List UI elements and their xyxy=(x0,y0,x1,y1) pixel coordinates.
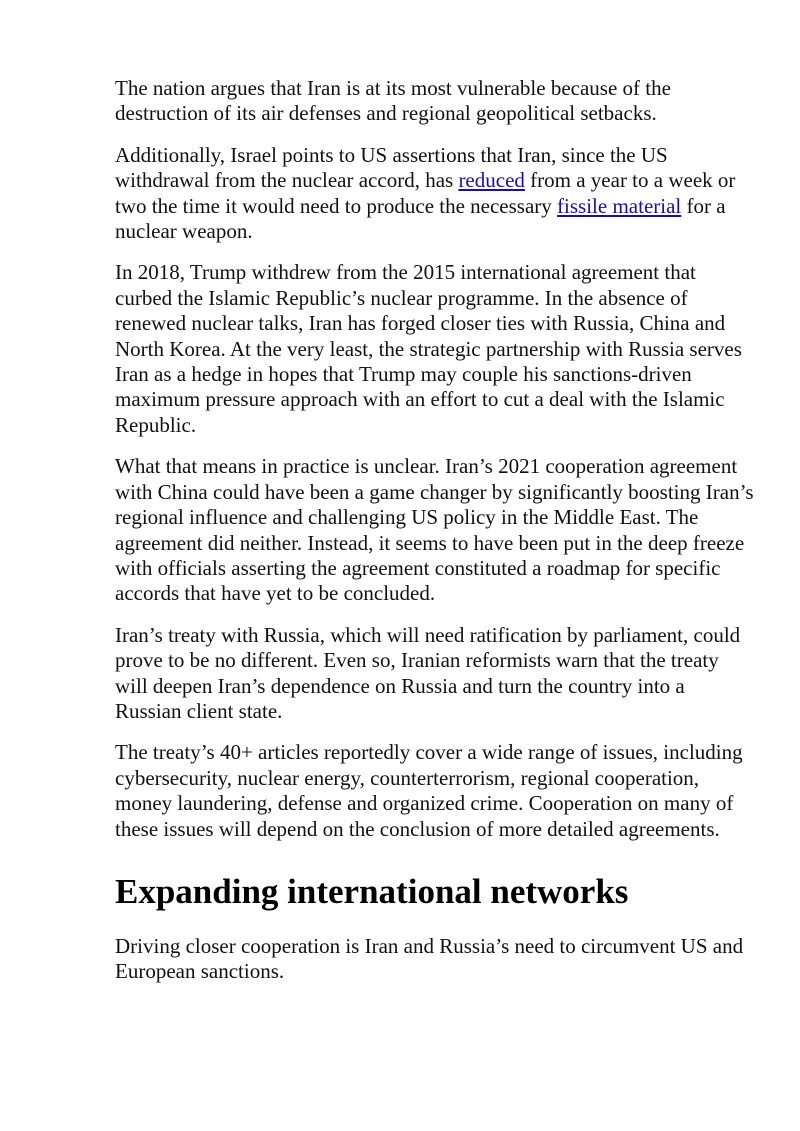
paragraph-text: for a nuclear weapon. xyxy=(115,193,726,244)
paragraph-china-agreement: What that means in practice is unclear. Iran’s 2021 cooperation agreement with China could have been a game changer by significantly boosting Iran’s regional influence and challenging US policy in the Middle East. The agreement did neither. Instead, it seems to have been put in the deep freeze with officials asserting the agreement constituted a roadmap for specific accords that have yet to be concluded. xyxy=(115,454,754,606)
paragraph-us-assertions xyxy=(115,143,755,245)
section-heading: Expanding international networks xyxy=(115,871,629,911)
paragraph-treaty-articles: The treaty’s 40+ articles reportedly cover a wide range of issues, including cybersecurity, nuclear energy, counterterrorism, regional cooperation, money laundering, defense and organized crime. Cooperation on many of these issues will depend on the conclusion of more detailed agreements. xyxy=(115,740,743,841)
link-reduced[interactable]: reduced xyxy=(458,168,525,193)
paragraph-text: Additionally, Israel points to US assertions that Iran, since the US withdrawal from the nuclear accord, has xyxy=(115,142,668,193)
paragraph-russia-treaty: Iran’s treaty with Russia, which will need ratification by parliament, could prove to be no different. Even so, Iranian reformists warn that the treaty will deepen Iran’s dependence on Russia and turn the country into a Russian client state. xyxy=(115,622,741,723)
article-body xyxy=(115,76,755,1001)
paragraph-sanctions: Driving closer cooperation is Iran and Russia’s need to circumvent US and European sanctions. xyxy=(115,933,744,984)
paragraph-vulnerability: The nation argues that Iran is at its most vulnerable because of the destruction of its air defenses and regional geopolitical setbacks. xyxy=(115,76,671,126)
paragraph-text: from a year to a week or two the time it would need to produce the necessary xyxy=(115,168,736,218)
link-fissile-material[interactable]: fissile material xyxy=(557,193,682,218)
paragraph-trump-withdrawal: In 2018, Trump withdrew from the 2015 international agreement that curbed the Islamic Republic’s nuclear programme. In the absence of renewed nuclear talks, Iran has forged closer ties with Russia, China and North Korea. At the very least, the strategic partnership with Russia serves Iran as a hedge in hopes that Trump may couple his sanctions-driven maximum pressure approach with an effort to cut a deal with the Islamic Republic. xyxy=(115,260,742,437)
